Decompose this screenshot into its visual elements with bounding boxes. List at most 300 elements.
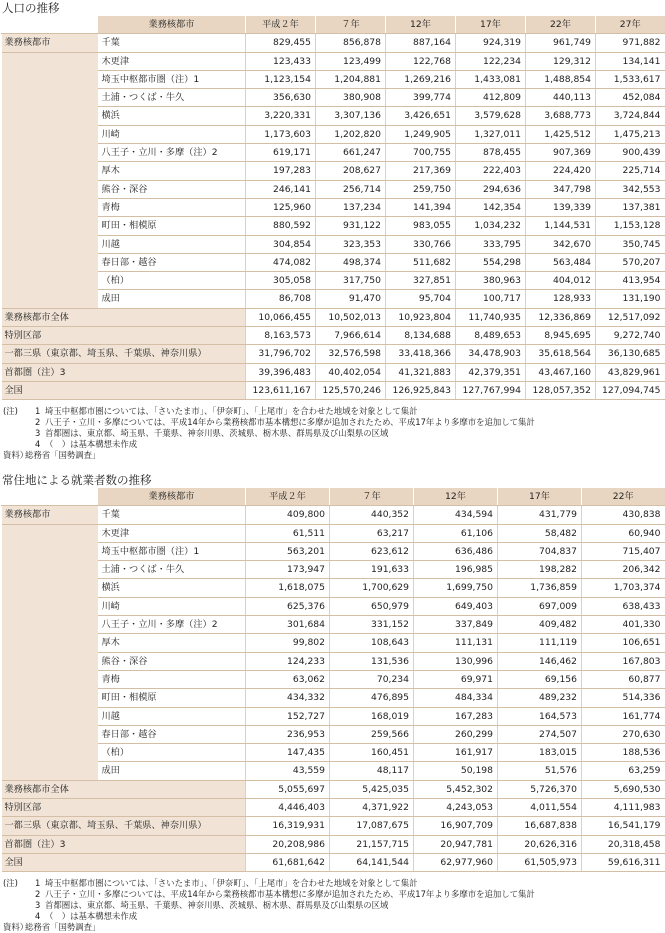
- value-cell: 434,594: [414, 506, 498, 524]
- city-name: （柏）: [98, 272, 246, 290]
- value-cell: 440,113: [526, 89, 596, 107]
- note-text: 埼玉中枢都市圏については、「さいたま市」、「伊奈町」、「上尾市」を合わせた地域を対象として集計: [45, 878, 418, 889]
- city-name: 町田・相模原: [98, 689, 246, 707]
- value-cell: 95,704: [386, 290, 456, 308]
- group-label-spacer: [2, 290, 98, 308]
- total-label: 全国: [2, 853, 246, 871]
- value-cell: 1,034,232: [456, 217, 526, 235]
- value-cell: 623,612: [330, 542, 414, 560]
- value-cell: 317,750: [316, 272, 386, 290]
- value-cell: 636,486: [414, 542, 498, 560]
- value-cell: 347,798: [526, 180, 596, 198]
- value-cell: 1,425,512: [526, 125, 596, 143]
- table-row: [2, 725, 665, 743]
- header-blank: [2, 16, 98, 34]
- value-cell: 3,724,844: [596, 107, 665, 125]
- value-cell: 33,418,366: [386, 345, 456, 363]
- table-row: [2, 52, 665, 70]
- value-cell: 829,455: [246, 34, 316, 52]
- note-line: [3, 428, 665, 439]
- group-label-spacer: [2, 107, 98, 125]
- value-cell: 484,334: [414, 689, 498, 707]
- value-cell: 160,451: [330, 744, 414, 762]
- city-name: 川崎: [98, 597, 246, 615]
- group-label-spacer: [2, 616, 98, 634]
- note-line: [3, 911, 665, 922]
- value-cell: 1,173,603: [246, 125, 316, 143]
- value-cell: 99,802: [246, 634, 330, 652]
- value-cell: 399,774: [386, 89, 456, 107]
- value-cell: 130,996: [414, 652, 498, 670]
- value-cell: 61,106: [414, 524, 498, 542]
- value-cell: 168,019: [330, 707, 414, 725]
- table-row: [2, 506, 665, 524]
- value-cell: 141,394: [386, 198, 456, 216]
- value-cell: 225,714: [596, 162, 665, 180]
- group-label-spacer: [2, 670, 98, 688]
- value-cell: 356,630: [246, 89, 316, 107]
- value-cell: 638,433: [582, 597, 665, 615]
- value-cell: 167,283: [414, 707, 498, 725]
- table-row: [2, 107, 665, 125]
- value-cell: 661,247: [316, 144, 386, 162]
- value-cell: 147,435: [246, 744, 330, 762]
- header-year: 平成２年: [246, 488, 330, 506]
- value-cell: 125,570,246: [316, 381, 386, 399]
- value-cell: 16,687,838: [498, 817, 582, 835]
- value-cell: 60,877: [582, 670, 665, 688]
- group-label-spacer: [2, 689, 98, 707]
- value-cell: 217,369: [386, 162, 456, 180]
- table-row: [2, 290, 665, 308]
- total-row: [2, 327, 665, 345]
- value-cell: 5,452,302: [414, 780, 498, 798]
- value-cell: 1,433,081: [456, 70, 526, 88]
- value-cell: 100,717: [456, 290, 526, 308]
- group-label-spacer: [2, 162, 98, 180]
- value-cell: 70,234: [330, 670, 414, 688]
- city-name: （柏）: [98, 744, 246, 762]
- value-cell: 196,985: [414, 561, 498, 579]
- header-city: 業務核都市: [98, 488, 246, 506]
- note-index: 2: [35, 417, 41, 428]
- value-cell: 1,475,213: [596, 125, 665, 143]
- value-cell: 5,055,697: [246, 780, 330, 798]
- value-cell: 1,144,531: [526, 217, 596, 235]
- value-cell: 1,736,859: [498, 579, 582, 597]
- value-cell: 36,130,685: [596, 345, 665, 363]
- note-text: 首都圏は、東京都、埼玉県、千葉県、神奈川県、茨城県、栃木県、群馬県及び山梨県の区域: [45, 428, 389, 439]
- value-cell: 1,249,905: [386, 125, 456, 143]
- value-cell: 715,407: [582, 542, 665, 560]
- table-row: [2, 180, 665, 198]
- value-cell: 323,353: [316, 235, 386, 253]
- city-name: 町田・相模原: [98, 217, 246, 235]
- total-label: 業務核都市全体: [2, 780, 246, 798]
- value-cell: 304,854: [246, 235, 316, 253]
- city-name: 横浜: [98, 107, 246, 125]
- table-row: [2, 162, 665, 180]
- table-row: [2, 125, 665, 143]
- value-cell: 380,963: [456, 272, 526, 290]
- value-cell: 625,376: [246, 597, 330, 615]
- value-cell: 413,954: [596, 272, 665, 290]
- value-cell: 50,198: [414, 762, 498, 780]
- total-row: [2, 817, 665, 835]
- value-cell: 39,396,483: [246, 363, 316, 381]
- total-label: 首都圏（注）3: [2, 835, 246, 853]
- value-cell: 61,681,642: [246, 853, 330, 871]
- value-cell: 183,015: [498, 744, 582, 762]
- value-cell: 16,319,931: [246, 817, 330, 835]
- header-year: 17年: [498, 488, 582, 506]
- value-cell: 106,651: [582, 634, 665, 652]
- table-row: [2, 253, 665, 271]
- city-name: 八王子・立川・多摩（注）2: [98, 144, 246, 162]
- note-line: [3, 878, 665, 889]
- value-cell: 31,796,702: [246, 345, 316, 363]
- value-cell: 12,336,869: [526, 308, 596, 326]
- employment-header-row: [2, 488, 665, 506]
- population-header-row: [2, 16, 665, 34]
- note-index: 3: [35, 428, 41, 439]
- value-cell: 161,917: [414, 744, 498, 762]
- value-cell: 134,141: [596, 52, 665, 70]
- city-name: 青梅: [98, 198, 246, 216]
- value-cell: 128,933: [526, 290, 596, 308]
- value-cell: 259,750: [386, 180, 456, 198]
- value-cell: 191,633: [330, 561, 414, 579]
- table-row: [2, 652, 665, 670]
- value-cell: 327,851: [386, 272, 456, 290]
- value-cell: 123,433: [246, 52, 316, 70]
- city-name: 川越: [98, 235, 246, 253]
- value-cell: 127,767,994: [456, 381, 526, 399]
- value-cell: 1,327,011: [456, 125, 526, 143]
- value-cell: 380,908: [316, 89, 386, 107]
- note-index: 3: [35, 900, 41, 911]
- value-cell: 1,202,820: [316, 125, 386, 143]
- value-cell: 111,131: [414, 634, 498, 652]
- value-cell: 198,282: [498, 561, 582, 579]
- header-year: 12年: [386, 16, 456, 34]
- value-cell: 1,618,075: [246, 579, 330, 597]
- group-label: 業務核都市: [2, 506, 98, 524]
- header-year: ７年: [330, 488, 414, 506]
- value-cell: 1,533,617: [596, 70, 665, 88]
- note-text: 八王子・立川・多摩については、平成14年から業務核都市基本構想に多摩が追加されたため、平成17年より多摩市を追加して集計: [45, 889, 535, 900]
- value-cell: 5,690,530: [582, 780, 665, 798]
- group-label-spacer: [2, 70, 98, 88]
- value-cell: 51,576: [498, 762, 582, 780]
- value-cell: 1,123,154: [246, 70, 316, 88]
- note-index: 4: [35, 911, 41, 922]
- value-cell: 129,312: [526, 52, 596, 70]
- group-label-spacer: [2, 144, 98, 162]
- city-name: 川崎: [98, 125, 246, 143]
- value-cell: 1,204,881: [316, 70, 386, 88]
- note-line: [3, 450, 665, 461]
- value-cell: 1,703,374: [582, 579, 665, 597]
- value-cell: 3,220,331: [246, 107, 316, 125]
- value-cell: 983,055: [386, 217, 456, 235]
- value-cell: 1,488,854: [526, 70, 596, 88]
- header-year: 22年: [526, 16, 596, 34]
- group-label-spacer: [2, 597, 98, 615]
- value-cell: 8,489,653: [456, 327, 526, 345]
- table-row: [2, 198, 665, 216]
- value-cell: 3,307,136: [316, 107, 386, 125]
- employment-table: [1, 488, 665, 872]
- value-cell: 131,536: [330, 652, 414, 670]
- value-cell: 125,960: [246, 198, 316, 216]
- value-cell: 856,878: [316, 34, 386, 52]
- value-cell: 62,977,960: [414, 853, 498, 871]
- city-name: 青梅: [98, 670, 246, 688]
- value-cell: 900,439: [596, 144, 665, 162]
- value-cell: 4,446,403: [246, 799, 330, 817]
- value-cell: 108,643: [330, 634, 414, 652]
- value-cell: 256,714: [316, 180, 386, 198]
- city-name: 川越: [98, 707, 246, 725]
- table-row: [2, 217, 665, 235]
- value-cell: 42,379,351: [456, 363, 526, 381]
- total-row: [2, 853, 665, 871]
- city-name: 春日部・越谷: [98, 725, 246, 743]
- table-row: [2, 744, 665, 762]
- value-cell: 650,979: [330, 597, 414, 615]
- population-table: [1, 16, 665, 400]
- note-line: [3, 900, 665, 911]
- value-cell: 60,940: [582, 524, 665, 542]
- table-row: [2, 689, 665, 707]
- population-body: [2, 34, 665, 400]
- group-label-spacer: [2, 542, 98, 560]
- value-cell: 43,829,961: [596, 363, 665, 381]
- note-line: [3, 406, 665, 417]
- value-cell: 131,190: [596, 290, 665, 308]
- note-line: [3, 417, 665, 428]
- group-label-spacer: [2, 579, 98, 597]
- value-cell: 333,795: [456, 235, 526, 253]
- value-cell: 7,966,614: [316, 327, 386, 345]
- value-cell: 48,117: [330, 762, 414, 780]
- value-cell: 305,058: [246, 272, 316, 290]
- total-row: [2, 381, 665, 399]
- value-cell: 274,507: [498, 725, 582, 743]
- note-text: 八王子・立川・多摩については、平成14年から業務核都市基本構想に多摩が追加されたため、平成17年より多摩市を追加して集計: [45, 417, 535, 428]
- city-name: 千葉: [98, 34, 246, 52]
- value-cell: 86,708: [246, 290, 316, 308]
- value-cell: 64,141,544: [330, 853, 414, 871]
- value-cell: 3,426,651: [386, 107, 456, 125]
- value-cell: 128,057,352: [526, 381, 596, 399]
- city-name: 埼玉中枢都市圏（注）1: [98, 70, 246, 88]
- value-cell: 5,726,370: [498, 780, 582, 798]
- table-row: [2, 762, 665, 780]
- population-notes: [0, 406, 665, 461]
- value-cell: 146,462: [498, 652, 582, 670]
- city-name: 横浜: [98, 579, 246, 597]
- value-cell: 10,066,455: [246, 308, 316, 326]
- group-label-spacer: [2, 744, 98, 762]
- group-label-spacer: [2, 707, 98, 725]
- value-cell: 246,141: [246, 180, 316, 198]
- value-cell: 122,234: [456, 52, 526, 70]
- value-cell: 127,094,745: [596, 381, 665, 399]
- total-row: [2, 345, 665, 363]
- value-cell: 476,895: [330, 689, 414, 707]
- value-cell: 1,699,750: [414, 579, 498, 597]
- value-cell: 971,882: [596, 34, 665, 52]
- value-cell: 342,670: [526, 235, 596, 253]
- table-row: [2, 524, 665, 542]
- value-cell: 697,009: [498, 597, 582, 615]
- value-cell: 342,553: [596, 180, 665, 198]
- total-row: [2, 780, 665, 798]
- city-name: 木更津: [98, 52, 246, 70]
- value-cell: 61,511: [246, 524, 330, 542]
- value-cell: 4,111,983: [582, 799, 665, 817]
- city-name: 千葉: [98, 506, 246, 524]
- employment-body: [2, 506, 665, 872]
- value-cell: 137,234: [316, 198, 386, 216]
- value-cell: 20,947,781: [414, 835, 498, 853]
- table-row: [2, 272, 665, 290]
- total-label: 一都三県（東京都、埼玉県、千葉県、神奈川県）: [2, 817, 246, 835]
- value-cell: 139,339: [526, 198, 596, 216]
- table-row: [2, 616, 665, 634]
- city-name: 熊谷・深谷: [98, 180, 246, 198]
- group-label-spacer: [2, 89, 98, 107]
- note-text: （ ）は基本構想未作成: [45, 911, 138, 922]
- city-name: 埼玉中枢都市圏（注）1: [98, 542, 246, 560]
- value-cell: 8,134,688: [386, 327, 456, 345]
- table-row: [2, 670, 665, 688]
- city-name: 厚木: [98, 162, 246, 180]
- value-cell: 126,925,843: [386, 381, 456, 399]
- header-year: 12年: [414, 488, 498, 506]
- group-label: 業務核都市: [2, 34, 98, 52]
- value-cell: 188,536: [582, 744, 665, 762]
- value-cell: 452,084: [596, 89, 665, 107]
- total-row: [2, 363, 665, 381]
- value-cell: 123,611,167: [246, 381, 316, 399]
- header-year: ７年: [316, 16, 386, 34]
- value-cell: 124,233: [246, 652, 330, 670]
- value-cell: 32,576,598: [316, 345, 386, 363]
- value-cell: 404,012: [526, 272, 596, 290]
- table-row: [2, 561, 665, 579]
- table-row: [2, 634, 665, 652]
- note-index: 1: [35, 406, 41, 417]
- value-cell: 330,766: [386, 235, 456, 253]
- value-cell: 137,381: [596, 198, 665, 216]
- value-cell: 337,849: [414, 616, 498, 634]
- population-section: [0, 0, 665, 461]
- value-cell: 69,971: [414, 670, 498, 688]
- value-cell: 10,923,804: [386, 308, 456, 326]
- value-cell: 43,467,160: [526, 363, 596, 381]
- value-cell: 111,119: [498, 634, 582, 652]
- value-cell: 430,838: [582, 506, 665, 524]
- value-cell: 440,352: [330, 506, 414, 524]
- value-cell: 5,425,035: [330, 780, 414, 798]
- city-name: 春日部・越谷: [98, 253, 246, 271]
- group-label-spacer: [2, 725, 98, 743]
- value-cell: 409,800: [246, 506, 330, 524]
- value-cell: 880,592: [246, 217, 316, 235]
- note-line: [3, 889, 665, 900]
- value-cell: 3,579,628: [456, 107, 526, 125]
- value-cell: 489,232: [498, 689, 582, 707]
- value-cell: 208,627: [316, 162, 386, 180]
- header-blank: [2, 488, 98, 506]
- group-label-spacer: [2, 217, 98, 235]
- value-cell: 474,082: [246, 253, 316, 271]
- value-cell: 122,768: [386, 52, 456, 70]
- city-name: 厚木: [98, 634, 246, 652]
- value-cell: 514,336: [582, 689, 665, 707]
- value-cell: 59,616,311: [582, 853, 665, 871]
- total-label: 全国: [2, 381, 246, 399]
- value-cell: 58,482: [498, 524, 582, 542]
- value-cell: 924,319: [456, 34, 526, 52]
- group-label-spacer: [2, 524, 98, 542]
- city-name: 成田: [98, 290, 246, 308]
- note-text: 首都圏は、東京都、埼玉県、千葉県、神奈川県、茨城県、栃木県、群馬県及び山梨県の区域: [45, 900, 389, 911]
- employment-notes: [0, 878, 665, 933]
- value-cell: 498,374: [316, 253, 386, 271]
- header-city: 業務核都市: [98, 16, 246, 34]
- value-cell: 164,573: [498, 707, 582, 725]
- value-cell: 91,470: [316, 290, 386, 308]
- value-cell: 197,283: [246, 162, 316, 180]
- table-row: [2, 542, 665, 560]
- note-tag: (注): [3, 878, 18, 889]
- value-cell: 570,207: [596, 253, 665, 271]
- value-cell: 161,774: [582, 707, 665, 725]
- value-cell: 907,369: [526, 144, 596, 162]
- total-label: 特別区部: [2, 327, 246, 345]
- value-cell: 554,298: [456, 253, 526, 271]
- employment-title: 常住地による就業者数の推移: [2, 473, 152, 487]
- city-name: 八王子・立川・多摩（注）2: [98, 616, 246, 634]
- note-index: 1: [35, 878, 41, 889]
- group-label-spacer: [2, 52, 98, 70]
- note-text: （ ）は基本構想未作成: [45, 439, 138, 450]
- table-row: [2, 70, 665, 88]
- note-line: [3, 439, 665, 450]
- note-line: [3, 922, 665, 933]
- total-row: [2, 308, 665, 326]
- table-row: [2, 235, 665, 253]
- population-title: 人口の推移: [2, 1, 60, 15]
- group-label-spacer: [2, 652, 98, 670]
- city-name: 成田: [98, 762, 246, 780]
- value-cell: 17,087,675: [330, 817, 414, 835]
- header-year: 17年: [456, 16, 526, 34]
- value-cell: 224,420: [526, 162, 596, 180]
- total-row: [2, 799, 665, 817]
- value-cell: 1,700,629: [330, 579, 414, 597]
- city-name: 土浦・つくば・牛久: [98, 561, 246, 579]
- value-cell: 21,157,715: [330, 835, 414, 853]
- value-cell: 270,630: [582, 725, 665, 743]
- city-name: 熊谷・深谷: [98, 652, 246, 670]
- value-cell: 236,953: [246, 725, 330, 743]
- table-row: [2, 707, 665, 725]
